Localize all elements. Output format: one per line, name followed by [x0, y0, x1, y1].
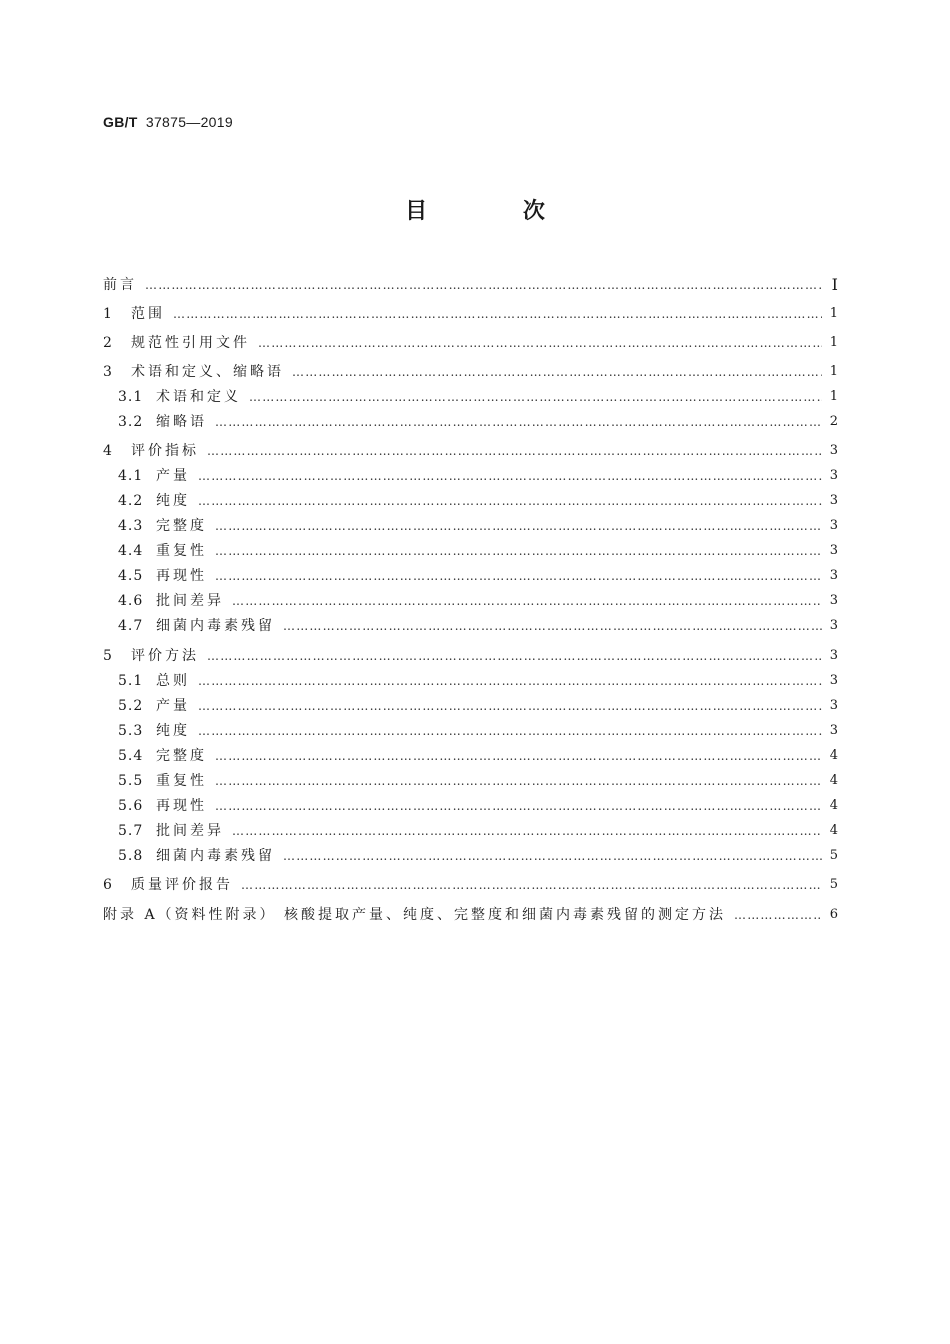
toc-entry[interactable]	[103, 441, 838, 461]
toc-entry-label: 再现性	[156, 568, 207, 584]
toc-entry-page: Ⅰ	[831, 275, 838, 294]
toc-leader-dots	[215, 516, 822, 536]
page-title: 目 次	[405, 199, 589, 224]
toc-entry-number: 4.1	[118, 468, 144, 484]
toc-leader-dots	[249, 387, 822, 407]
toc-entry[interactable]	[103, 387, 838, 407]
toc-entry-label: 完整度	[156, 748, 207, 764]
toc-leader-dots	[173, 304, 822, 324]
toc-entry-label: 重复性	[156, 543, 207, 559]
toc-entry-label: 术语和定义、缩略语	[131, 364, 284, 380]
toc-entry-number: 5	[103, 648, 113, 664]
toc-leader-dots	[232, 821, 822, 841]
toc-entry-number: 5.1	[118, 673, 144, 689]
toc-entry-page: 3	[829, 698, 838, 713]
toc-entry-number: 5.3	[118, 723, 144, 739]
toc-entry[interactable]	[103, 646, 838, 666]
toc-entry-page: 1	[829, 389, 838, 404]
toc-entry-label: 再现性	[156, 798, 207, 814]
toc-entry[interactable]	[103, 875, 838, 895]
toc-entry-page: 3	[829, 593, 838, 608]
toc-entry-page: 5	[829, 877, 838, 892]
toc-entry-page: 4	[829, 748, 838, 763]
toc-leader-dots	[215, 771, 822, 791]
toc-entry-number: 4	[103, 443, 113, 459]
toc-leader-dots	[283, 846, 822, 866]
toc-entry-page: 3	[829, 723, 838, 738]
toc-entry-label: 细菌内毒素残留	[156, 848, 275, 864]
toc-entry[interactable]	[103, 362, 838, 382]
toc-entry-page: 3	[829, 518, 838, 533]
toc-entry-page: 3	[829, 468, 838, 483]
toc-leader-dots	[215, 566, 822, 586]
toc-entry-page: 1	[829, 306, 838, 321]
toc-entry-page: 5	[829, 848, 838, 863]
toc-entry-number: 4.5	[118, 568, 144, 584]
standard-prefix: GB/T	[103, 114, 138, 130]
toc-leader-dots	[207, 441, 822, 461]
toc-leader-dots	[198, 671, 822, 691]
toc-entry-page: 4	[829, 798, 838, 813]
toc-entry[interactable]	[103, 275, 838, 295]
toc-leader-dots	[198, 696, 822, 716]
toc-entry-number: 4.2	[118, 493, 144, 509]
toc-entry-number: 5.8	[118, 848, 144, 864]
toc-entry-label: 附录 A（资料性附录） 核酸提取产量、纯度、完整度和细菌内毒素残留的测定方法	[103, 907, 727, 923]
toc-entry-number: 5.5	[118, 773, 144, 789]
toc-entry-page: 1	[829, 335, 838, 350]
toc-leader-dots	[198, 466, 822, 486]
toc-entry-label: 批间差异	[156, 593, 224, 609]
toc-entry-page: 3	[829, 443, 838, 458]
toc-entry[interactable]	[103, 671, 838, 691]
toc-entry-page: 3	[829, 673, 838, 688]
toc-entry[interactable]	[103, 616, 838, 636]
toc-entry-number: 2	[103, 335, 113, 351]
toc-leader-dots	[292, 362, 822, 382]
toc-leader-dots	[207, 646, 822, 666]
toc-leader-dots	[198, 721, 822, 741]
toc-leader-dots	[283, 616, 822, 636]
toc-entry-page: 6	[829, 907, 838, 922]
toc-entry-label: 质量评价报告	[131, 877, 233, 893]
toc-entry[interactable]	[103, 771, 838, 791]
toc-entry-label: 纯度	[156, 723, 190, 739]
toc-entry-label: 产量	[156, 468, 190, 484]
toc-entry[interactable]	[103, 696, 838, 716]
toc-entry-label: 纯度	[156, 493, 190, 509]
toc-entry-page: 3	[829, 493, 838, 508]
toc-leader-dots	[215, 746, 822, 766]
toc-entry-page: 2	[829, 414, 838, 429]
toc-leader-dots	[145, 275, 822, 295]
toc-entry[interactable]	[103, 333, 838, 353]
toc-entry-label: 前言	[103, 277, 137, 293]
toc-entry[interactable]	[103, 304, 838, 324]
toc-entry[interactable]	[103, 516, 838, 536]
toc-entry-label: 缩略语	[156, 414, 207, 430]
toc-leader-dots	[734, 905, 822, 925]
toc-entry[interactable]	[103, 491, 838, 511]
toc-entry-page: 1	[829, 364, 838, 379]
toc-leader-dots	[241, 875, 822, 895]
toc-entry[interactable]	[103, 466, 838, 486]
toc-entry-label: 完整度	[156, 518, 207, 534]
toc-entry-number: 5.2	[118, 698, 144, 714]
toc-entry[interactable]	[103, 821, 838, 841]
toc-entry-number: 5.6	[118, 798, 144, 814]
toc-entry-label: 产量	[156, 698, 190, 714]
toc-entry-page: 3	[829, 648, 838, 663]
toc-entry-label: 重复性	[156, 773, 207, 789]
toc-entry-label: 范围	[131, 306, 165, 322]
toc-entry-label: 规范性引用文件	[131, 335, 250, 351]
toc-entry-number: 4.7	[118, 618, 144, 634]
toc-entry-label: 评价指标	[131, 443, 199, 459]
toc-entry[interactable]	[103, 721, 838, 741]
standard-code	[103, 114, 233, 130]
toc-entry-label: 评价方法	[131, 648, 199, 664]
toc-entry-page: 3	[829, 618, 838, 633]
toc-entry-label: 细菌内毒素残留	[156, 618, 275, 634]
toc-entry-page: 3	[829, 568, 838, 583]
toc-entry-number: 5.7	[118, 823, 144, 839]
toc-entry-page: 4	[829, 773, 838, 788]
toc-entry-number: 6	[103, 877, 113, 893]
toc-entry-number: 1	[103, 306, 113, 322]
toc-entry[interactable]	[103, 591, 838, 611]
toc-entry-label: 总则	[156, 673, 190, 689]
toc-entry-page: 3	[829, 543, 838, 558]
toc-entry-number: 4.6	[118, 593, 144, 609]
toc-entry[interactable]	[103, 796, 838, 816]
toc-leader-dots	[258, 333, 822, 353]
toc-leader-dots	[232, 591, 822, 611]
toc-entry-number: 3.1	[118, 389, 144, 405]
toc-entry[interactable]	[103, 412, 838, 432]
toc-leader-dots	[198, 491, 822, 511]
toc-entry[interactable]	[103, 566, 838, 586]
toc-entry-number: 4.3	[118, 518, 144, 534]
toc-entry-number: 3	[103, 364, 113, 380]
toc-entry[interactable]	[103, 541, 838, 561]
toc-leader-dots	[215, 412, 822, 432]
toc-entry-label: 批间差异	[156, 823, 224, 839]
toc-entry[interactable]	[103, 746, 838, 766]
toc-entry-label: 术语和定义	[156, 389, 241, 405]
toc-entry-number: 3.2	[118, 414, 144, 430]
standard-number: 37875—2019	[145, 114, 233, 130]
toc-entry-number: 5.4	[118, 748, 144, 764]
toc-leader-dots	[215, 541, 822, 561]
toc-entry-number: 4.4	[118, 543, 144, 559]
toc-entry-page: 4	[829, 823, 838, 838]
toc-entry[interactable]	[103, 846, 838, 866]
toc-entry[interactable]	[103, 905, 838, 925]
toc-leader-dots	[215, 796, 822, 816]
